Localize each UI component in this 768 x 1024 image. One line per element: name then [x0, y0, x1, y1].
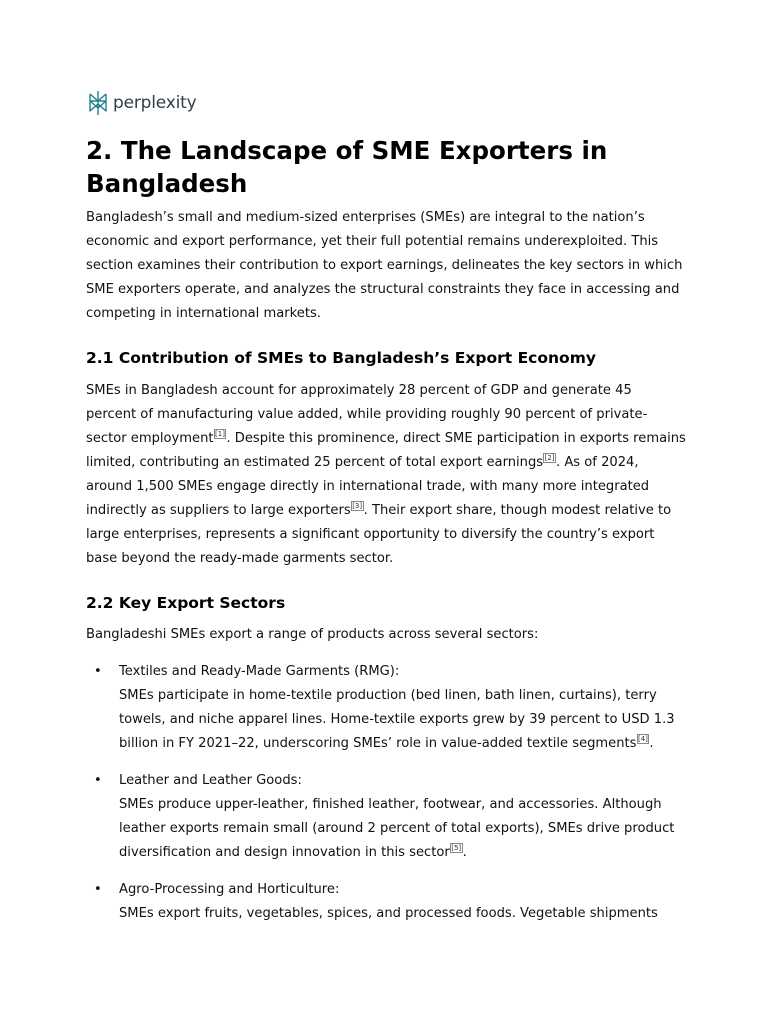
- list-item-body: [119, 684, 689, 756]
- bullet: •: [94, 773, 102, 788]
- section-2-2-lead: Bangladeshi SMEs export a range of products across several sectors:: [86, 627, 539, 642]
- brand-logo: [88, 89, 196, 117]
- intro-paragraph: Bangladesh’s small and medium-sized enterprises (SMEs) are integral to the nation’s economic and export performance, yet their full potential remains underexploited. This section examines their contribution to export earnings, delineates the key sectors in which SME exporters operate, and analyzes the structural constraints they face in accessing and competing in international markets.: [86, 210, 683, 321]
- text-segment: SMEs produce upper-leather, finished leather, footwear, and accessories. Although leather exports remain small (around 2 percent of total exports), SMEs drive product diversification and design innovation in this sector: [119, 797, 675, 860]
- list-item-title: Agro-Processing and Horticulture:: [119, 882, 340, 897]
- citation-link[interactable]: [3]: [352, 501, 363, 510]
- list-item-title: Textiles and Ready-Made Garments (RMG):: [119, 664, 400, 679]
- list-item: [119, 878, 689, 926]
- text-segment: .: [649, 736, 654, 751]
- text-segment: . Despite this prominence, direct SME participation in exports remains limited, contributing an estimated 25 percent of total export earnings: [86, 431, 686, 470]
- text-segment: SMEs in Bangladesh account for approximately 28 percent of GDP and generate 45 percent of manufacturing value added, while providing roughly 90 percent of private-sector employment: [86, 383, 648, 446]
- bullet: •: [94, 664, 102, 679]
- list-item-title: Leather and Leather Goods:: [119, 773, 302, 788]
- section-2-2-heading: 2.2 Key Export Sectors: [86, 594, 286, 612]
- list-item-body: [119, 793, 689, 865]
- brand-name: perplexity: [113, 93, 197, 113]
- text-segment: SMEs participate in home-textile production (bed linen, bath linen, curtains), terry towels, and niche apparel lines. Home-textile exports grew by 39 percent to USD 1.3 billion in FY 2021–22, underscoring SMEs’ role in value-added textile segments: [119, 688, 675, 751]
- perplexity-logo-icon: [88, 90, 108, 116]
- bullet: •: [94, 882, 102, 897]
- citation-link[interactable]: [4]: [638, 734, 648, 743]
- list-item: [119, 660, 689, 756]
- citation-link[interactable]: [2]: [544, 453, 555, 462]
- citation-link[interactable]: [5]: [451, 843, 462, 852]
- page-title: 2. The Landscape of SME Exporters in Bangladesh: [86, 136, 608, 198]
- section-2-1-paragraph: [86, 379, 686, 571]
- citation-link[interactable]: [1]: [215, 429, 225, 438]
- list-item-body: SMEs export fruits, vegetables, spices, and processed foods. Vegetable shipments: [119, 906, 658, 921]
- text-segment: . Their export share, though modest relative to large enterprises, represents a significant opportunity to diversify the country’s export base beyond the ready-made garments sector.: [86, 503, 672, 566]
- text-segment: . As of 2024, around 1,500 SMEs engage directly in international trade, with many more integrated indirectly as suppliers to large exporters: [86, 455, 650, 518]
- list-item: [119, 769, 689, 865]
- text-segment: .: [462, 845, 467, 860]
- section-2-1-heading: 2.1 Contribution of SMEs to Bangladesh’s Export Economy: [86, 349, 596, 367]
